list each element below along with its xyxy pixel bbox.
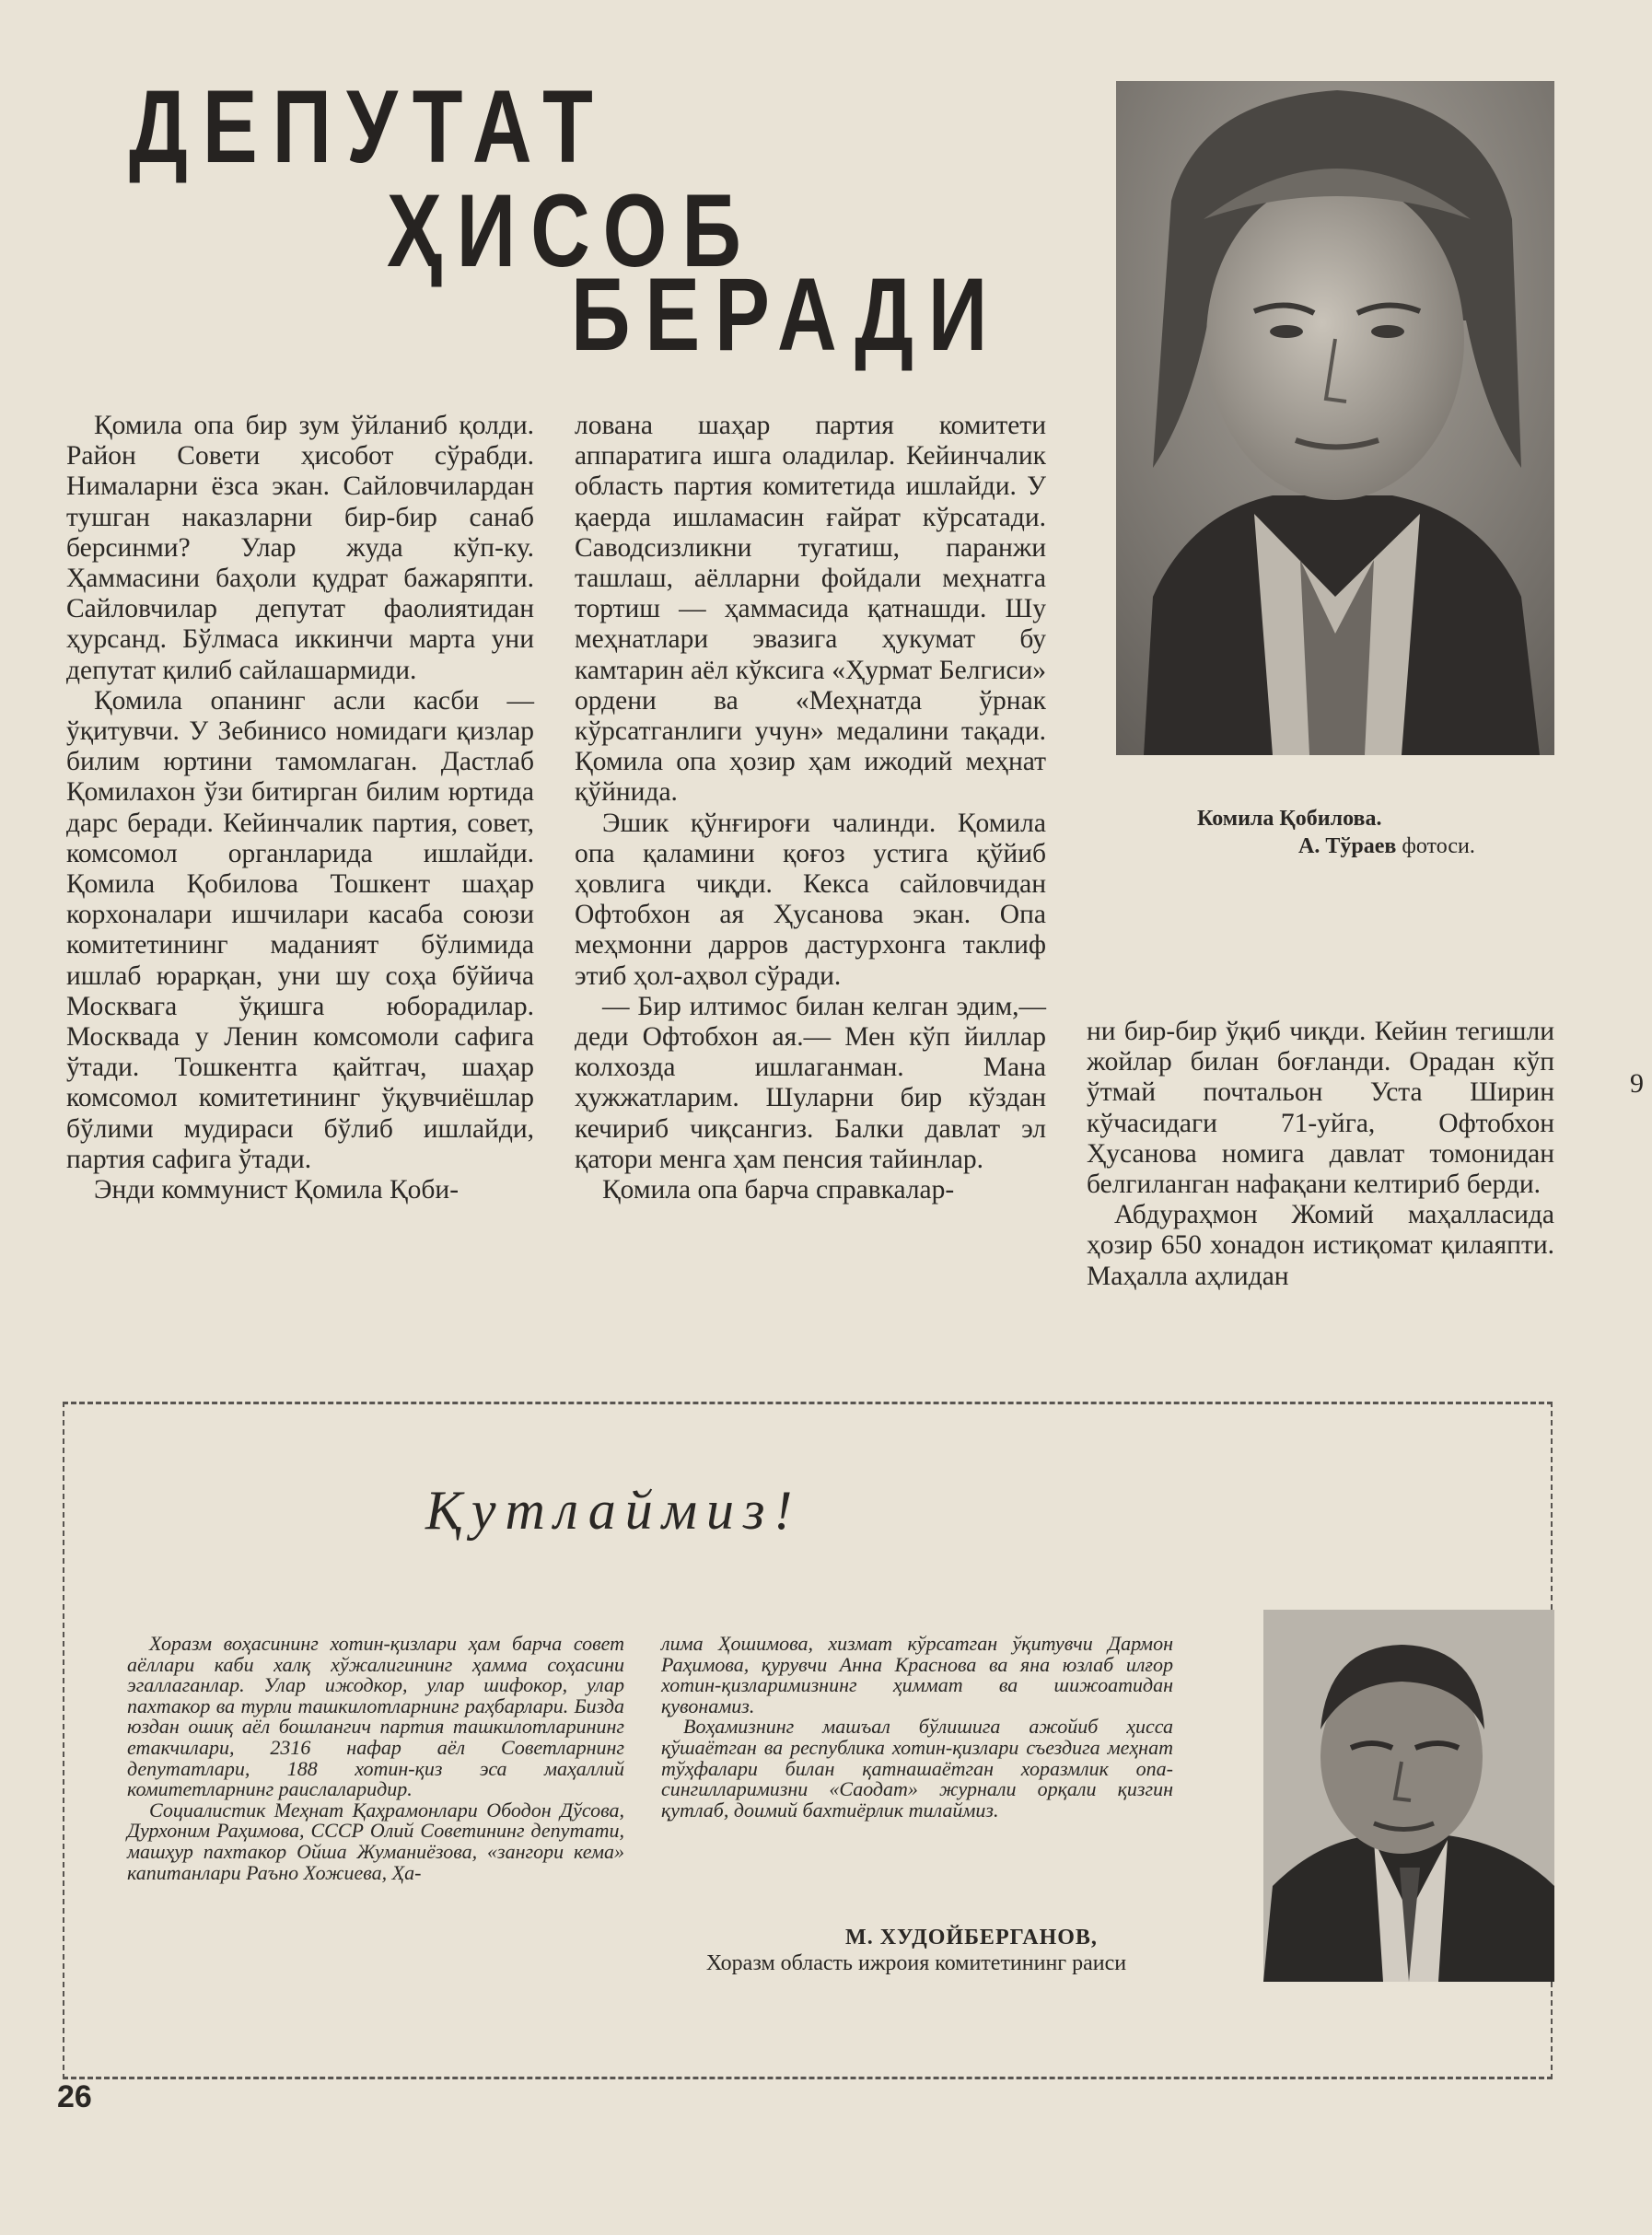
headline-line-1: ДЕПУТАТ: [129, 69, 608, 184]
article-paragraph: лована шаҳар партия комитети аппаратига ишга оладилар. Кейинчалик область партия комитетида ишлайди. У қаерда ишламасин ғайрат кўрсатади. Саводсизликни тугатиш, паранжи ташлаш, аёлларни фойдали меҳнатга тортиш — ҳаммасида қатнашди. Шу меҳнатлари эвазига ҳукумат бу камтарин аёл кўксига «Ҳурмат Белгиси» ордени ва «Меҳнатда ўрнак кўрсатганлиги учун» медалини тақади. Қомила опа ҳозир ҳам ижодий меҳнат қўйнида.: [575, 411, 1046, 808]
article-paragraph: Абдураҳмон Жомий маҳалласида ҳозир 650 хонадон истиқомат қилаяпти. Маҳалла аҳлидан: [1087, 1200, 1554, 1291]
caption-credit-word: фотоси.: [1402, 834, 1475, 858]
congratulations-paragraph: Социалистик Меҳнат Қаҳрамонлари Ободон Дўсова, Дурхоним Раҳимова, СССР Олий Советининг депутати, машҳур пахтакор Ойша Жуманиёзова, «зангори кема» капитанлари Раъно Хожиева, Ҳа-: [127, 1798, 624, 1884]
article-paragraph: Энди коммунист Қомила Қоби-: [94, 1175, 460, 1205]
page-number: 26: [57, 2079, 92, 2114]
portrait-photo-qobilova: [1116, 81, 1554, 755]
congratulations-paragraph: лима Ҳошимова, хизмат кўрсатган ўқитувчи Дармон Раҳимова, қурувчи Анна Краснова ва яна юзлаб илғор хотин-қизларимизнинг ҳиммат ва шижоатидан қувонамиз.: [661, 1632, 1173, 1717]
article-paragraph: Қомила опанинг асли касби — ўқитувчи. У Зебинисо номидаги қизлар билим юртини тамомлаган. Дастлаб Қомилахон ўзи битирган билим юртида дарс беради. Кейинчалик партия, совет, комсомол органларида ишлайди. Қомила Қобилова Тошкент шаҳар корхоналари ишчилари касаба союзи комитетининг маданият бўлимида ишлаб юрарқан, уни шу соҳа бўйича Москвага ўқишга юборадилар. Москвада у Ленин комсомоли сафига ўтади. Тошкентга қайтгач, шаҳар комсомол комитетининг ўқувчиёшлар бўлими мудираси бўлиб ишлайди, партия сафига ўтади.: [66, 685, 534, 1174]
congratulations-column-1: [127, 1634, 624, 1883]
article-paragraph: Қомила опа бир зум ўйланиб қолди. Район Совети ҳисобот сўрабди. Нималарни ёзса экан. Сайловчилардан тушган наказларни бир-бир санаб берсинми? Улар жуда кўп-ку. Ҳаммасини баҳоли қудрат бажаряпти. Сайловчилар депутат фаолиятидан ҳурсанд. Бўлмаса иккинчи марта уни депутат қилиб сайлашармиди.: [66, 411, 534, 685]
margin-mark: 9: [1630, 1068, 1644, 1099]
caption-name: Комила Қобилова.: [1197, 807, 1382, 831]
congratulations-title: Қутлаймиз!: [425, 1480, 802, 1541]
headline-line-3: БЕРАДИ: [571, 257, 1003, 372]
article-paragraph: Эшик қўнғироғи чалинди. Қомила опа қаламини қоғоз устига қўйиб ҳовлига чиқди. Кекса сайловчидан Офтобхон ая Ҳусанова экан. Опа меҳмонни дарров дастурхонга таклиф этиб ҳол-аҳвол сўради.: [575, 808, 1046, 991]
article-column-1: [66, 411, 534, 1205]
congratulations-paragraph: Хоразм воҳасининг хотин-қизлари ҳам барча совет аёллари каби халқ хўжалигининг ҳамма соҳасини эгаллаганлар. Улар ижодкор, улар шифокор, улар пахтакор ва турли ташкилотларнинг раҳбарлари. Бизда юздан ошиқ аёл бошлангич партия ташкилотларининг етакчилари, 2316 нафар аёл Советларнинг депутатлари, 188 хотин-қиз эса маҳаллий комитетларнинг раислаларидир.: [127, 1632, 624, 1801]
headline-line-2: ҲИСОБ: [387, 173, 756, 288]
signature-title: Хоразм область ижроия комитетининг раиси: [705, 1951, 1127, 1975]
article-column-2: [575, 411, 1046, 1205]
portrait-photo-khudoyberganov: [1263, 1610, 1554, 1982]
portrait-illustration: [1263, 1610, 1554, 1982]
congratulations-column-2: [661, 1634, 1173, 1821]
signature-block: [645, 1925, 1188, 1976]
portrait-illustration: [1116, 81, 1554, 755]
article-column-3: [1087, 1017, 1554, 1292]
article-paragraph: — Бир илтимос билан келган эдим,— деди Офтобхон ая.— Мен кўп йиллар колхозда ишлаганман. Мана ҳужжатларим. Шуларни бир кўздан кечириб чиқсангиз. Балки давлат эл қатори менга ҳам пенсия тайинлар.: [575, 991, 1046, 1174]
photo-caption: [1197, 805, 1584, 860]
article-paragraph: ни бир-бир ўқиб чиқди. Кейин тегишли жойлар билан боғланди. Орадан кўп ўтмай почтальон Уста Ширин кўчасидаги 71-уйга, Офтобхон Ҳусанова номига давлат томонидан белгиланган нафақани келтириб берди.: [1087, 1017, 1554, 1200]
article-paragraph: Қомила опа барча справкалар-: [602, 1175, 955, 1205]
signature-name: М. ХУДОЙБЕРГАНОВ,: [845, 1926, 1098, 1950]
caption-credit-name: А. Тўраев: [1298, 834, 1397, 858]
congratulations-paragraph: Воҳамизнинг машъал бўлишига ажойиб ҳисса қўшаётган ва республика хотин-қизлари съездига меҳнат тўҳфалари билан қатнашаётган хоразмлик опа-сингилларимизни «Саодат» журнали орқали қизгин қутлаб, доимий бахтиёрлик тилаймиз.: [661, 1715, 1173, 1822]
